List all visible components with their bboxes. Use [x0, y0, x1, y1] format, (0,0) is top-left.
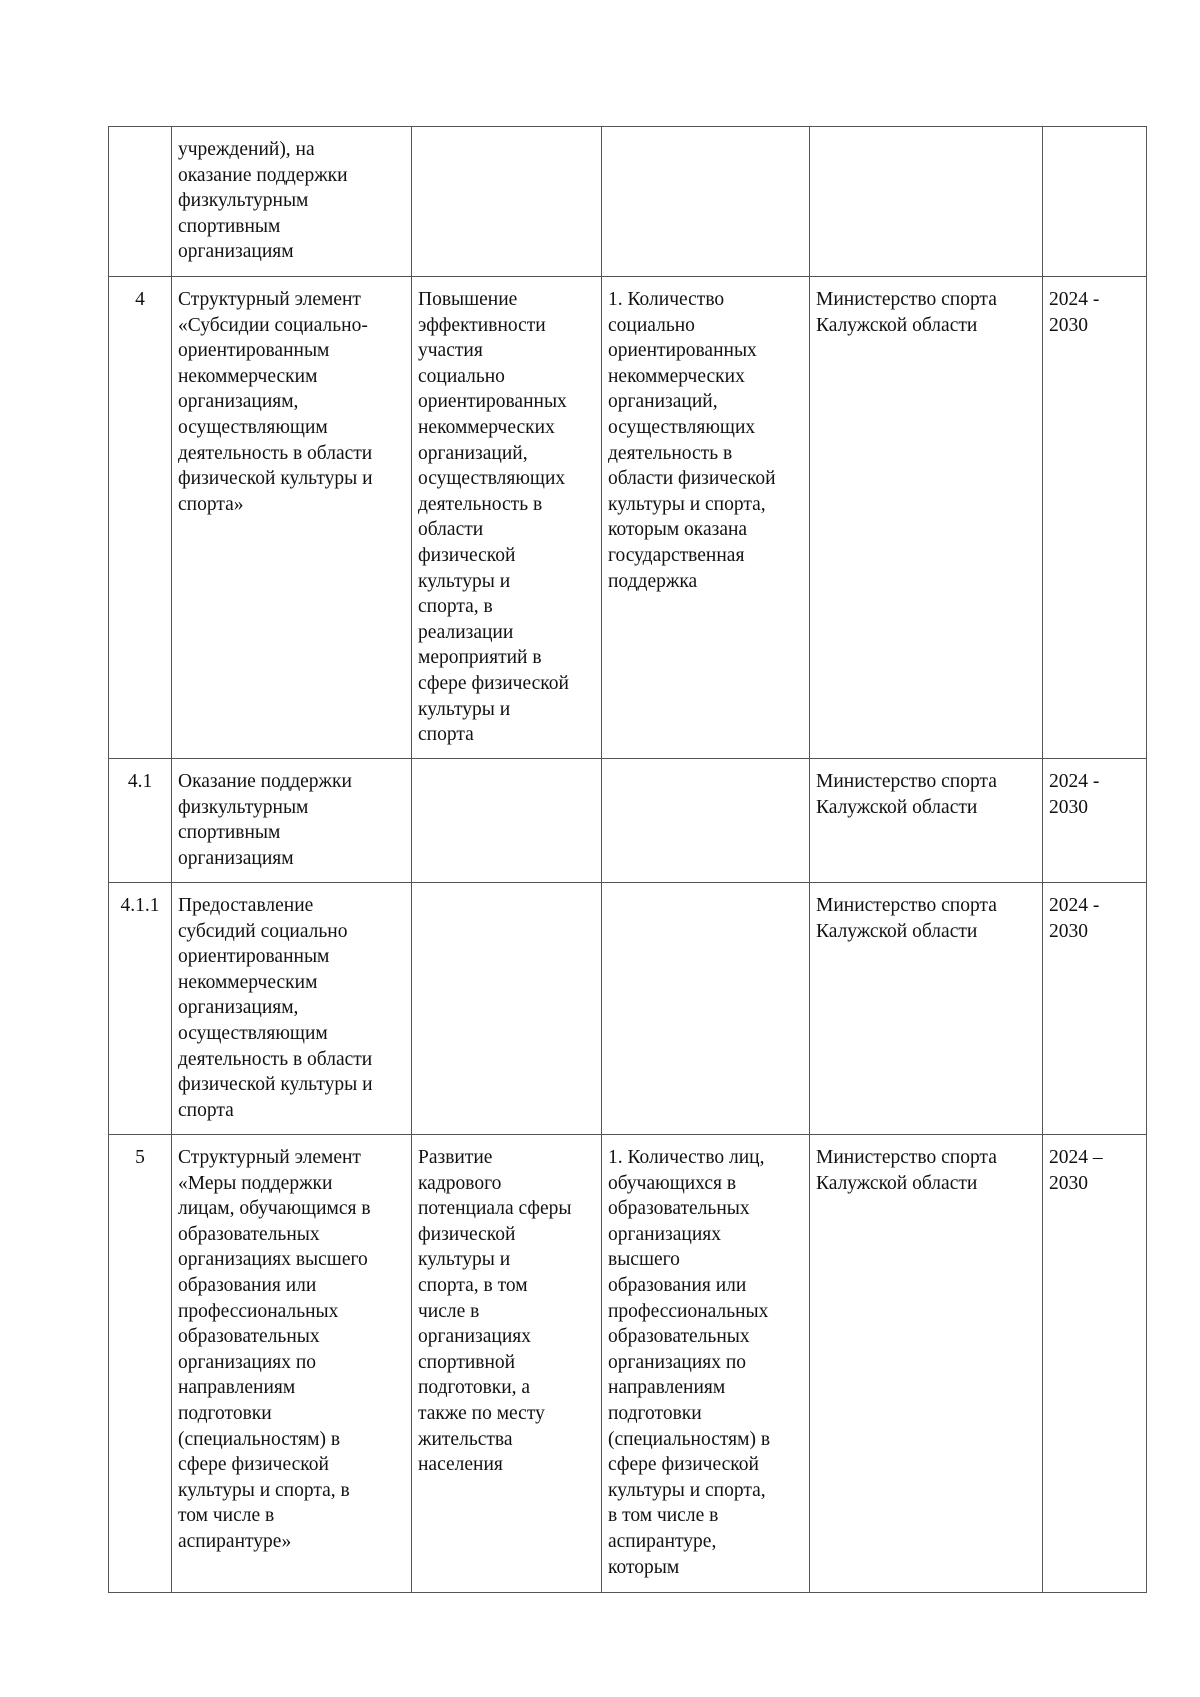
period: 2024 - 2030: [1043, 883, 1147, 1135]
executor: Министерство спорта Калужской области: [810, 1135, 1043, 1593]
executor: Министерство спорта Калужской области: [810, 883, 1043, 1135]
measure-name: Оказание поддержки физкультурным спортивным организациям: [172, 759, 412, 883]
measure-name: учреждений), на оказание поддержки физкультурным спортивным организациям: [172, 127, 412, 277]
table-row: [109, 759, 1147, 883]
table-row: [109, 883, 1147, 1135]
row-number: 4.1.1: [109, 883, 172, 1135]
task-description: Развитие кадрового потенциала сферы физической культуры и спорта, в том числе в организациях спортивной подготовки, а также по месту жительства населения: [412, 1135, 602, 1593]
executor: Министерство спорта Калужской области: [810, 277, 1043, 759]
indicator: 1. Количество социально ориентированных некоммерческих организаций, осуществляющих деятельность в области физической культуры и спорта, которым оказана государственная поддержка: [602, 277, 810, 759]
period: [1043, 127, 1147, 277]
measure-name: Структурный элемент «Субсидии социально- ориентированным некоммерческим организациям, осуществляющим деятельность в области физической культуры и спорта»: [172, 277, 412, 759]
executor: Министерство спорта Калужской области: [810, 759, 1043, 883]
table-row: [109, 127, 1147, 277]
executor: [810, 127, 1043, 277]
row-number: 5: [109, 1135, 172, 1593]
task-description: [412, 759, 602, 883]
period: 2024 - 2030: [1043, 277, 1147, 759]
measures-table: [108, 126, 1147, 1593]
indicator: [602, 883, 810, 1135]
period: 2024 – 2030: [1043, 1135, 1147, 1593]
table-row: [109, 1135, 1147, 1593]
indicator: [602, 127, 810, 277]
measure-name: Структурный элемент «Меры поддержки лицам, обучающимся в образовательных организациях высшего образования или профессиональных образовательных организациях по направлениям подготовки (специальностям) в сфере физической культуры и спорта, в том числе в аспирантуре»: [172, 1135, 412, 1593]
row-number: [109, 127, 172, 277]
task-description: Повышение эффективности участия социально ориентированных некоммерческих организаций, осуществляющих деятельность в области физической культуры и спорта, в реализации мероприятий в сфере физической культуры и спорта: [412, 277, 602, 759]
indicator: [602, 759, 810, 883]
indicator: 1. Количество лиц, обучающихся в образовательных организациях высшего образования или профессиональных образовательных организациях по направлениям подготовки (специальностям) в сфере физической культуры и спорта, в том числе в аспирантуре, которым: [602, 1135, 810, 1593]
table-row: [109, 277, 1147, 759]
row-number: 4: [109, 277, 172, 759]
measure-name: Предоставление субсидий социально ориентированным некоммерческим организациям, осуществляющим деятельность в области физической культуры и спорта: [172, 883, 412, 1135]
row-number: 4.1: [109, 759, 172, 883]
task-description: [412, 127, 602, 277]
task-description: [412, 883, 602, 1135]
period: 2024 - 2030: [1043, 759, 1147, 883]
